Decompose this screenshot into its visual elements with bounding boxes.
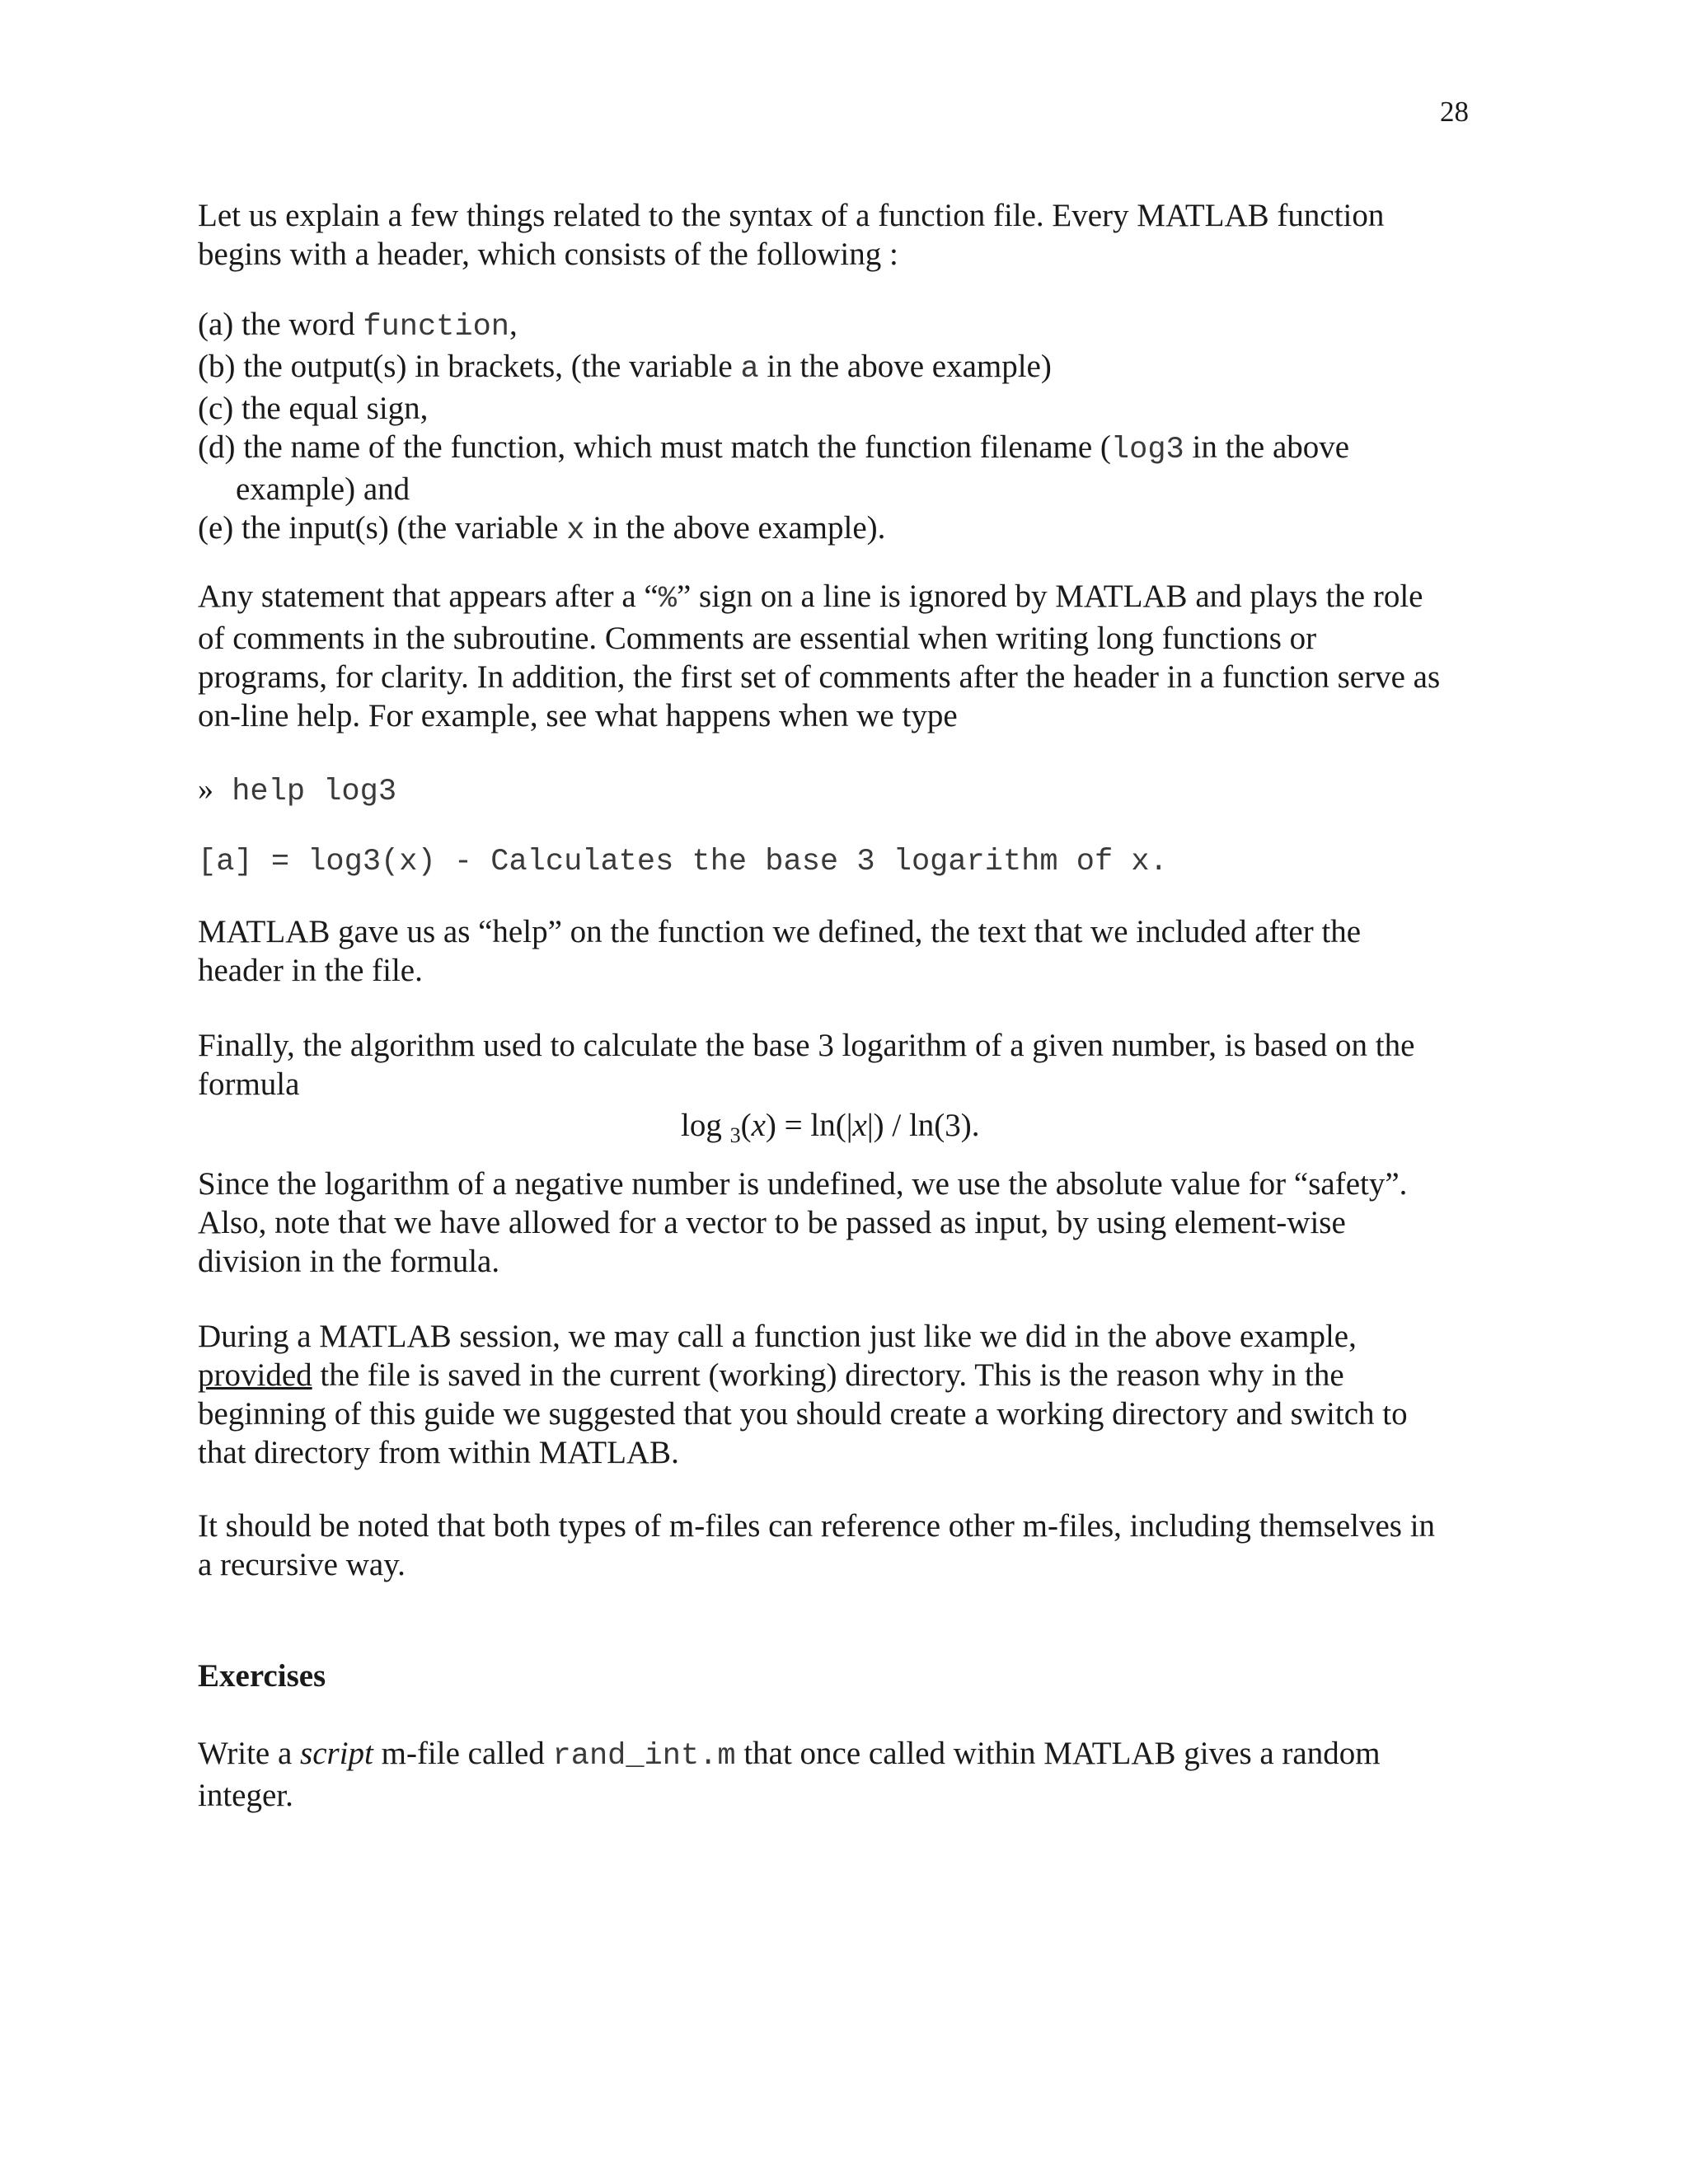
help-paragraph [198,912,1500,990]
comments-line-4: on-line help. For example, see what happens when we type [198,698,958,733]
list-item-d: (d) the name of the function, which must match the function filename (log3 in the above [198,429,1350,467]
help-line-2: header in the file. [198,953,423,988]
intro-line-1: Let us explain a few things related to the syntax of a function file. Every MATLAB function [198,198,1385,233]
italic-script: script [300,1736,373,1771]
safety-line-1: Since the logarithm of a negative number is undefined, we use the absolute value for “safety”. [198,1166,1408,1202]
list-item-e: (e) the input(s) (the variable x in the above example). [198,510,886,548]
comments-paragraph [198,577,1500,735]
code-function: function [363,310,509,344]
underlined-provided: provided [198,1357,312,1393]
exercise-paragraph [198,1734,1500,1815]
recursive-line-1: It should be noted that both types of m-files can reference other m-files, including themselves in [198,1508,1436,1544]
code-help-output: [a] = log3(x) - Calculates the base 3 logarithm of x. [198,845,1168,879]
algorithm-paragraph [198,1026,1500,1104]
safety-paragraph [198,1165,1500,1281]
session-line-1: During a MATLAB session, we may call a function just like we did in the above example, [198,1319,1357,1354]
list-item-d-continued: example) and [236,471,410,507]
comments-line-2: of comments in the subroutine. Comments are essential when writing long functions or [198,621,1317,656]
exercises-heading: Exercises [198,1658,326,1694]
code-percent: % [658,582,677,616]
code-help-command: help log3 [213,775,397,809]
intro-paragraph [198,196,1500,274]
header-components-list [198,305,1500,551]
list-item-c: (c) the equal sign, [198,391,429,426]
safety-line-3: division in the formula. [198,1244,500,1279]
intro-line-2: begins with a header, which consists of the following : [198,237,898,272]
formula-base: 3 [729,1123,741,1147]
prompt-symbol: » [198,772,213,807]
code-a: a [740,352,759,387]
session-line-2: provided the file is saved in the current (working) directory. This is the reason why in the [198,1357,1344,1393]
session-line-3: beginning of this guide we suggested that you should create a working directory and switch to [198,1396,1408,1432]
comments-line-1: Any statement that appears after a “%” sign on a line is ignored by MATLAB and plays the role [198,579,1423,616]
code-output-line [198,841,1168,882]
code-command-line [198,771,396,812]
recursive-paragraph [198,1507,1500,1584]
algorithm-line-2: formula [198,1066,300,1102]
session-paragraph [198,1317,1500,1472]
safety-line-2: Also, note that we have allowed for a vector to be passed as input, by using element-wise [198,1205,1346,1240]
code-x: x [566,513,585,548]
code-rand-int: rand_int.m [552,1739,736,1774]
session-line-4: that directory from within MATLAB. [198,1435,679,1470]
list-item-a: (a) the word function, [198,307,518,344]
exercise-line-1: Write a script m-file called rand_int.m that once called within MATLAB gives a random [198,1736,1381,1774]
log3-formula: log $_3$(x) = ln(|x|) / ln(3). [681,1108,980,1147]
help-line-1: MATLAB gave us as “help” on the function we defined, the text that we included after the [198,914,1362,949]
code-log3: log3 [1110,433,1184,467]
exercise-line-2: integer. [198,1778,293,1813]
page-number: 28 [1440,96,1469,128]
comments-line-3: programs, for clarity. In addition, the first set of comments after the header in a function serve as [198,659,1441,695]
recursive-line-2: a recursive way. [198,1547,406,1582]
algorithm-line-1: Finally, the algorithm used to calculate the base 3 logarithm of a given number, is based on the [198,1028,1415,1063]
list-item-b: (b) the output(s) in brackets, (the variable a in the above example) [198,349,1052,387]
